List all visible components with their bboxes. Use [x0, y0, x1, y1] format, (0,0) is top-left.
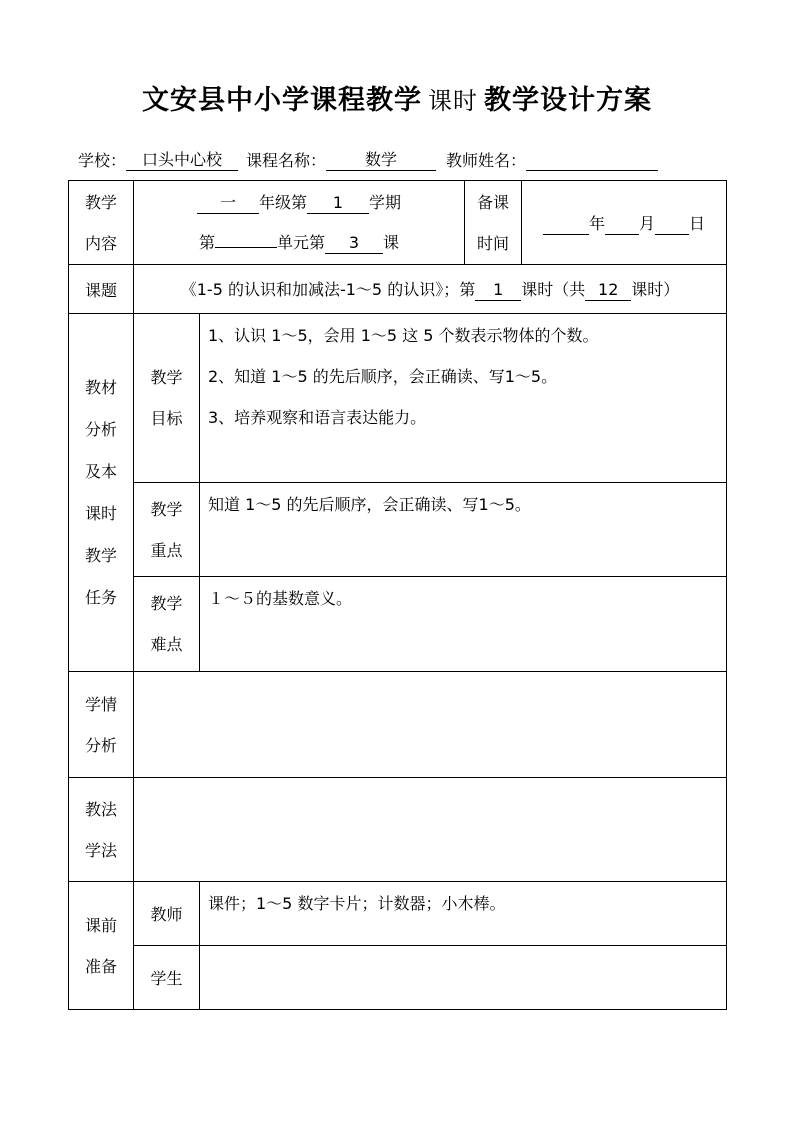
prep-time-label: 备课 时间: [465, 181, 522, 265]
total-periods-field: 12: [585, 280, 631, 301]
lesson-plan-table: [68, 180, 727, 1010]
key-points-label: 教学 重点: [134, 483, 200, 577]
key-points-row: [69, 483, 727, 577]
course-label: 课程名称：: [246, 151, 327, 170]
difficulties-row: [69, 577, 727, 672]
page-title: [0, 78, 794, 117]
methods-row: [69, 778, 727, 882]
unit-field: [215, 247, 277, 248]
teaching-content-cell: 一 年级第 1 学期 第 单元第 3 课: [134, 181, 465, 265]
analysis-label: 教材 分析 及本 课时 教学 任务: [69, 314, 134, 672]
learner-analysis-cell: [134, 672, 727, 778]
learner-analysis-label: 学情 分析: [69, 672, 134, 778]
goal-item: 1、认识 1～5，会用 1～5 这 5 个数表示物体的个数。: [208, 326, 599, 345]
key-points-cell: 知道 1～5 的先后顺序，会正确读、写1～5。: [200, 483, 727, 577]
period-field: 1: [475, 280, 521, 301]
goals-row: [69, 314, 727, 483]
preparation-label: 课前 准备: [69, 882, 134, 1010]
goal-item: 3、培养观察和语言表达能力。: [208, 408, 427, 427]
title-middle: 课时: [428, 87, 478, 115]
teacher-prep-row: [69, 882, 727, 946]
difficulties-label: 教学 难点: [134, 577, 200, 672]
lesson-field: 3: [325, 233, 383, 254]
teaching-content-row: [69, 181, 727, 265]
teacher-prep-label: 教师: [134, 882, 200, 946]
title-main: 文安县中小学课程教学: [142, 85, 422, 116]
header-info: [78, 148, 728, 171]
methods-cell: [134, 778, 727, 882]
difficulties-cell: １～５的基数意义。: [200, 577, 727, 672]
student-prep-cell: [200, 946, 727, 1010]
goal-item: 2、知道 1～5 的先后顺序，会正确读、写1～5。: [208, 367, 558, 386]
prep-date-cell: 年 月 日: [522, 181, 727, 265]
teacher-prep-cell: 课件；1～5 数字卡片；计数器；小木棒。: [200, 882, 727, 946]
topic-row: [69, 265, 727, 314]
teacher-field: [526, 170, 658, 171]
learner-analysis-row: [69, 672, 727, 778]
school-label: 学校：: [78, 151, 127, 170]
goals-label: 教学 目标: [134, 314, 200, 483]
methods-label: 教法 学法: [69, 778, 134, 882]
goals-cell: [200, 314, 727, 483]
student-prep-label: 学生: [134, 946, 200, 1010]
term-field: 1: [307, 193, 369, 214]
school-field: 口头中心校: [126, 150, 238, 171]
grade-field: 一: [197, 193, 259, 214]
course-field: 数学: [326, 150, 436, 171]
topic-label: 课题: [69, 265, 134, 314]
teaching-content-label: 教学 内容: [69, 181, 134, 265]
title-suffix: 教学设计方案: [484, 85, 652, 116]
student-prep-row: [69, 946, 727, 1010]
topic-cell: 《1-5 的认识和加减法-1～5 的认识》；第 1 课时（共 12 课时）: [134, 265, 727, 314]
teacher-label: 教师姓名：: [446, 151, 527, 170]
